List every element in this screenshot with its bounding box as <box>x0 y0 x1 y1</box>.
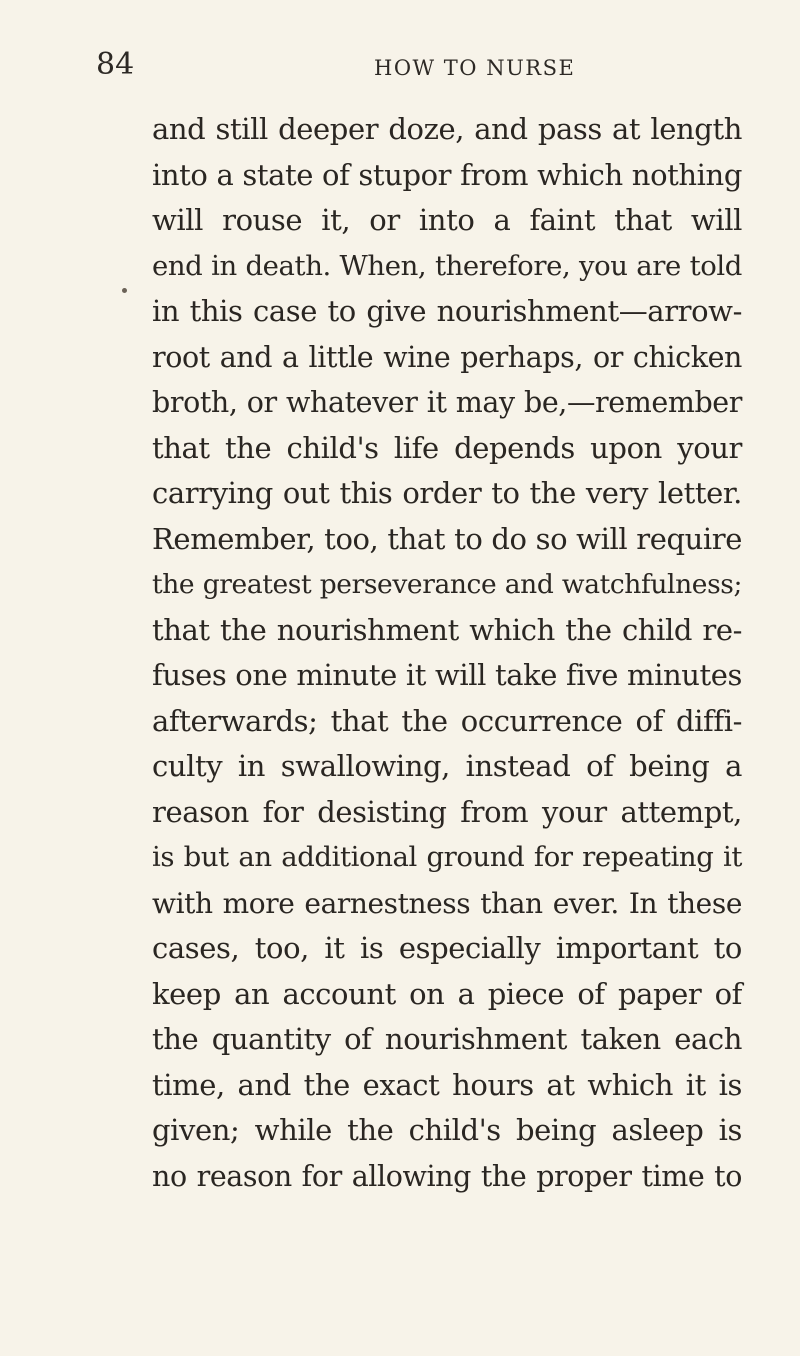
text-line: afterwards; that the occurrence of diffi- <box>152 703 742 738</box>
text-line: broth, or whatever it may be,—remember <box>152 386 742 419</box>
text-line: will rouse it, or into a faint that will <box>152 203 742 237</box>
text-line: that the child's life depends upon your <box>152 430 742 465</box>
text-line: with more earnestness than ever. In these <box>152 886 742 920</box>
text-line: time, and the exact hours at which it is <box>152 1067 742 1102</box>
text-line: cases, too, it is especially important to <box>152 931 742 965</box>
text-line: given; while the child's being asleep is <box>152 1113 742 1147</box>
text-line: and still deeper doze, and pass at length <box>152 112 742 146</box>
text-line: the greatest perseverance and watchfulness; <box>152 569 742 600</box>
text-line: end in death. When, therefore, you are told <box>152 249 742 282</box>
text-line: reason for desisting from your attempt, <box>152 794 742 829</box>
margin-speck <box>122 288 127 293</box>
text-line: fuses one minute it will take five minutes <box>152 658 742 692</box>
page-number: 84 <box>96 47 135 82</box>
text-line: culty in swallowing, instead of being a <box>152 749 742 783</box>
text-line: root and a little wine perhaps, or chicken <box>152 340 742 374</box>
text-line: no reason for allowing the proper time to <box>152 1159 742 1193</box>
body-text <box>152 107 742 1199</box>
text-line: the quantity of nourishment taken each <box>152 1022 742 1056</box>
text-line: in this case to give nourishment—arrow- <box>152 294 742 328</box>
text-line: Remember, too, that to do so will require <box>152 521 742 556</box>
text-line: keep an account on a piece of paper of <box>152 976 742 1011</box>
text-line: carrying out this order to the very letter. <box>152 476 742 510</box>
text-line: is but an additional ground for repeating it <box>152 841 742 873</box>
text-line: that the nourishment which the child re- <box>152 612 742 647</box>
text-line: into a state of stupor from which nothing <box>152 157 742 192</box>
running-head: HOW TO NURSE <box>374 56 576 80</box>
